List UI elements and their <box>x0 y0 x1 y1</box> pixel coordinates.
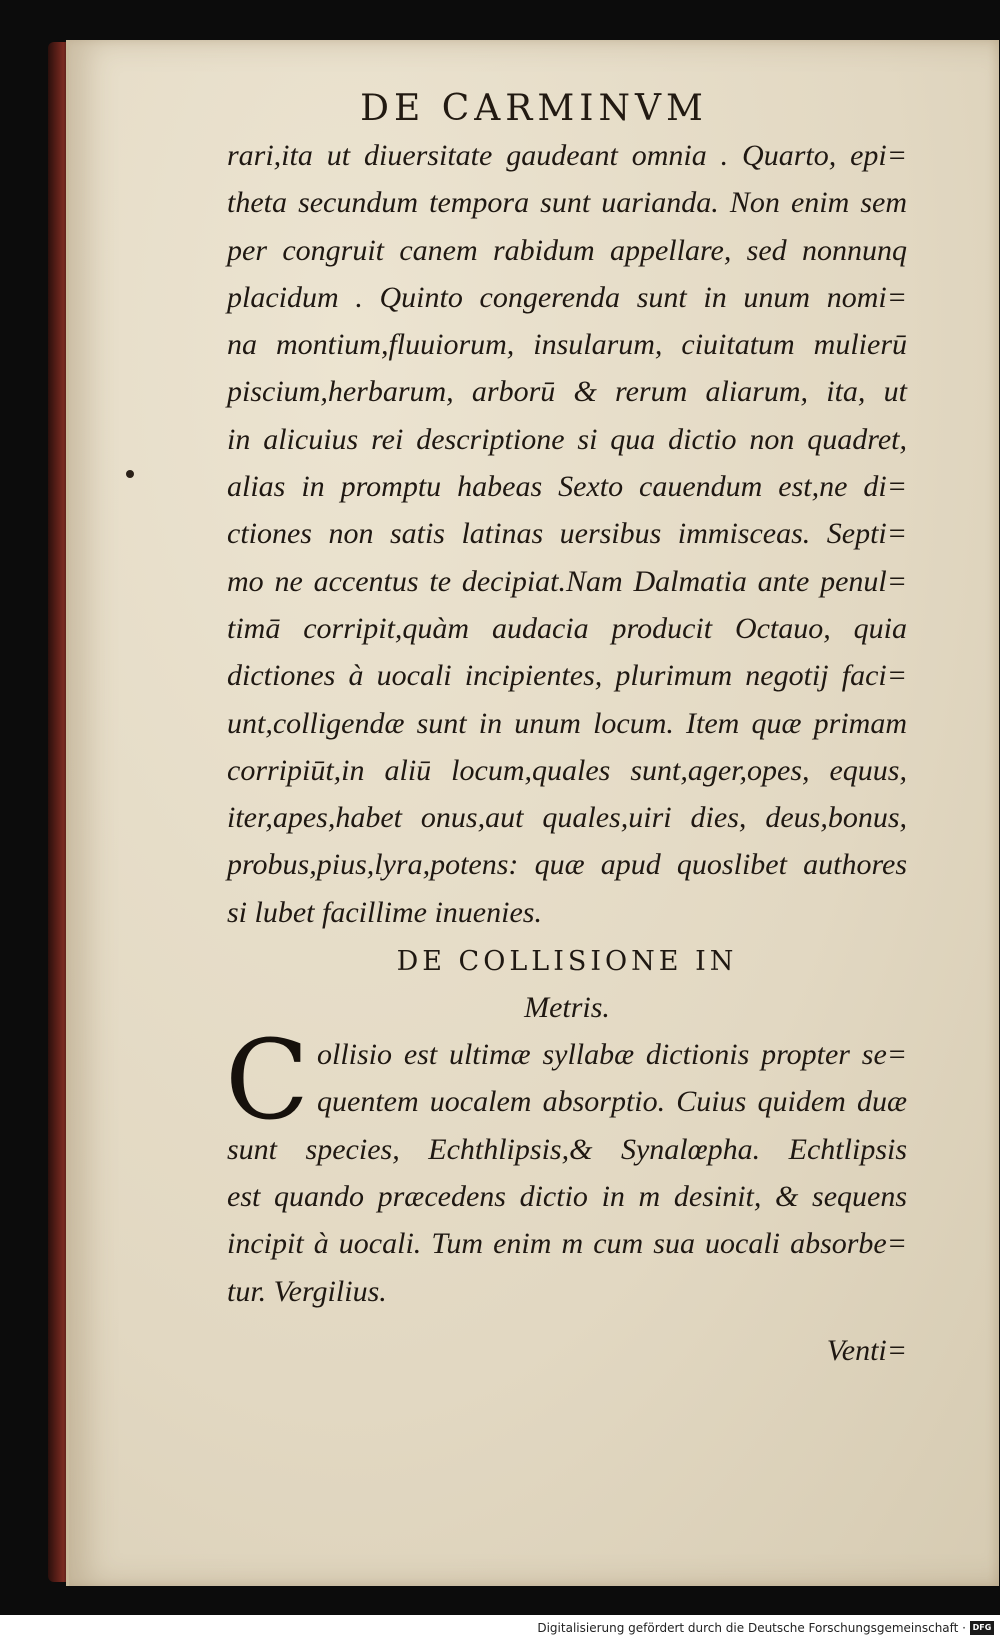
text-line: corripiūt,in aliū locum,quales sunt,ager,opes, equus, <box>227 753 907 787</box>
text-line: piscium,herbarum, arborū & rerum aliarum, ita, ut <box>227 375 907 409</box>
text-line: probus,pius,lyra,potens: quæ apud quoslibet authores <box>227 848 907 882</box>
catchword: Venti= <box>826 1333 907 1367</box>
text-line: mo ne accentus te decipiat.Nam Dalmatia ante penul= <box>227 564 907 598</box>
text-line: in alicuius rei descriptione si qua dictio non quadret, <box>227 422 907 456</box>
text-line: timā corripit,quàm audacia producit Octauo, quia <box>227 611 907 645</box>
footer-bar <box>0 1615 1000 1641</box>
text-line: theta secundum tempora sunt uarianda. Non enim sem <box>227 186 907 220</box>
book-page <box>66 40 999 1586</box>
running-head: DE CARMINVM <box>360 88 708 129</box>
text-line: na montium,fluuiorum, insularum, ciuitatum mulierū <box>227 328 907 362</box>
text-line: iter,apes,habet onus,aut quales,uiri dies, deus,bonus, <box>227 801 907 835</box>
text-line: ctiones non satis latinas uersibus immisceas. Septi= <box>227 517 907 551</box>
text-line: placidum . Quinto congerenda sunt in unum nomi= <box>227 280 907 314</box>
text-line: est quando præcedens dictio in m desinit, & sequens <box>227 1179 907 1213</box>
text-line: incipit à uocali. Tum enim m cum sua uocali absorbe= <box>227 1227 907 1261</box>
section-subheading: Metris. <box>524 991 610 1025</box>
text-line: si lubet facillime inuenies. <box>227 895 542 929</box>
text-block <box>227 132 907 1374</box>
drop-cap-initial: C <box>225 1016 310 1145</box>
text-line: tur. Vergilius. <box>227 1274 387 1308</box>
text-line: per congruit canem rabidum appellare, sed nonnunq <box>227 233 907 267</box>
dfg-logo-icon: DFG <box>970 1621 994 1635</box>
dropcap-paragraph <box>225 1016 907 1145</box>
section-heading: DE COLLISIONE IN <box>396 946 738 978</box>
text-line: unt,colligendæ sunt in unum locum. Item quæ primam <box>227 706 907 740</box>
text-line: rari,ita ut diuersitate gaudeant omnia . Quarto, epi= <box>227 139 907 172</box>
footer-credit: Digitalisierung gefördert durch die Deutsche Forschungsgemeinschaft · <box>537 1621 966 1635</box>
text-line: alias in promptu habeas Sexto cauendum est,ne di= <box>227 470 907 504</box>
text-line: quentem uocalem absorptio. Cuius quidem duæ <box>317 1085 907 1119</box>
text-line: sunt species, Echthlipsis,& Synalœpha. Echtlipsis <box>227 1132 907 1166</box>
text-line: dictiones à uocali incipientes, plurimum negotij faci= <box>227 659 907 693</box>
margin-mark <box>126 470 134 478</box>
text-line: ollisio est ultimæ syllabæ dictionis propter se= <box>317 1038 907 1072</box>
